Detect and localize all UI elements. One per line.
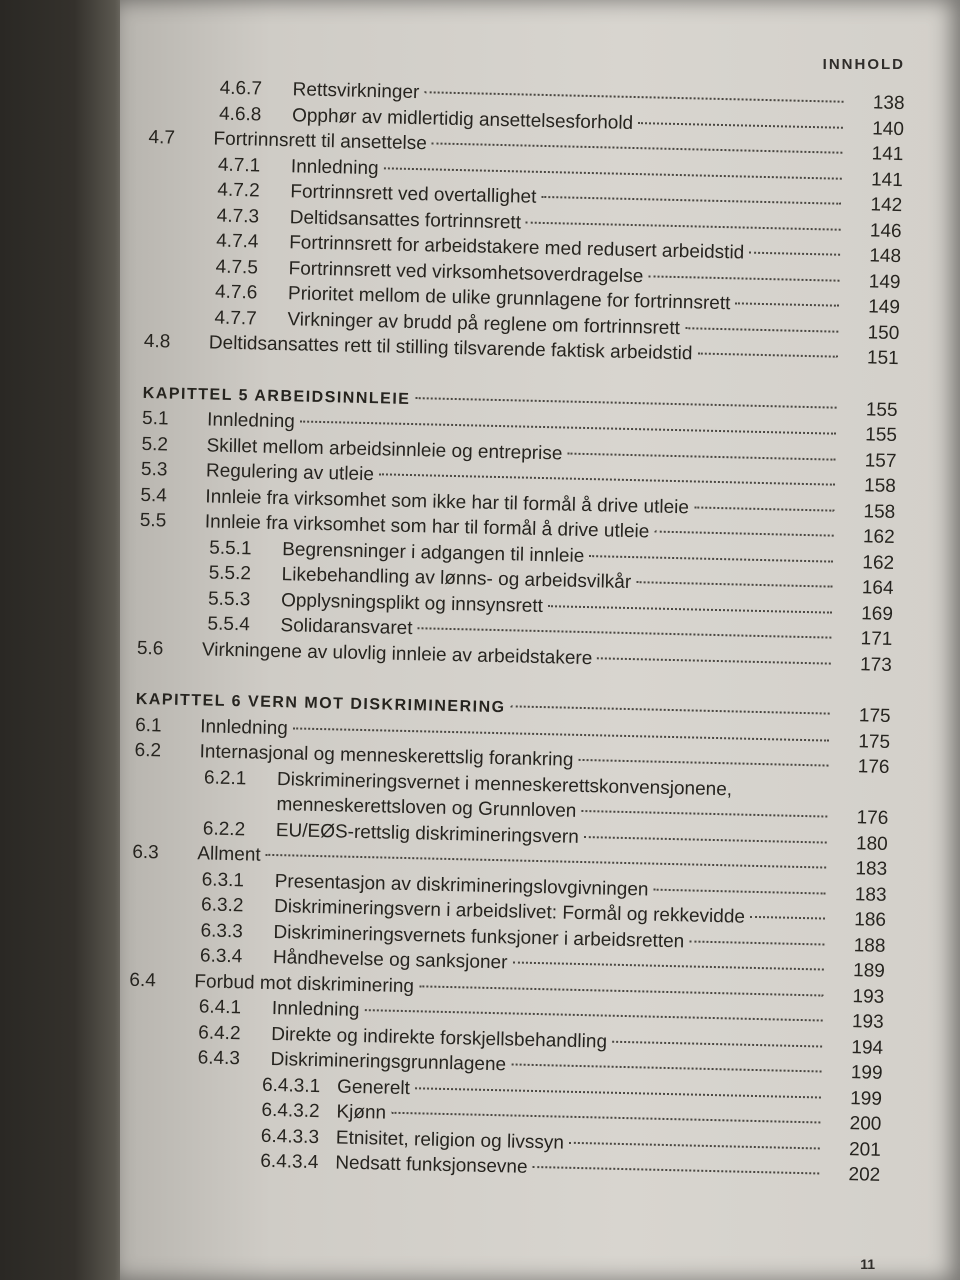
toc-page-number: 194 (851, 1036, 884, 1059)
toc-section-number: 5.2 (141, 433, 169, 456)
toc-page-number: 201 (848, 1138, 882, 1161)
toc-section-title: Generelt (336, 1076, 411, 1099)
toc-dot-leader (418, 627, 832, 638)
toc-dot-leader (548, 605, 832, 613)
toc-section-title: Diskrimineringsvernet i menneskerettskonvensjonene, (276, 768, 733, 800)
toc-section-title: Allment (197, 843, 261, 866)
toc-section-number: 4.6.8 (218, 103, 262, 126)
toc-dot-leader (511, 705, 830, 714)
toc-dot-leader (300, 420, 836, 434)
toc-dot-leader (424, 91, 843, 103)
toc-section-title: Innleie fra virksomhet som har til formål å drive utleie (204, 511, 650, 543)
toc-dot-leader (432, 142, 843, 153)
toc-dot-leader (293, 727, 829, 741)
running-head: INNHOLD (822, 56, 905, 73)
toc-section-title: KAPITTEL 5 ARBEIDSINNLEIE (142, 384, 411, 408)
toc-section-title: Likebehandling av lønns- og arbeidsvilkår (281, 564, 632, 594)
toc-section-title: Internasjonal og menneskerettslig forankring (199, 741, 574, 771)
toc-page-number: 138 (872, 92, 905, 115)
toc-dot-leader (526, 221, 841, 230)
toc-section-number: 5.5.4 (207, 613, 251, 636)
toc-page-number: 180 (855, 832, 888, 855)
toc-dot-leader (419, 985, 823, 996)
toc-section-title: Innledning (290, 155, 379, 179)
toc-page-number: 157 (864, 449, 897, 472)
toc-section-title: Innledning (271, 998, 360, 1021)
toc-page-number: 183 (854, 883, 887, 906)
toc-section-title: Håndhevelse og sanksjoner (272, 947, 508, 974)
book-gutter-shadow (0, 0, 135, 1280)
toc-section-number: 6.4.1 (198, 996, 242, 1019)
toc-dot-leader (379, 473, 835, 485)
toc-page-number: 146 (869, 219, 902, 242)
toc-page-number: 141 (870, 168, 904, 191)
toc-section-number: 5.3 (140, 458, 168, 481)
toc-dot-leader (581, 810, 827, 818)
toc-page-number: 149 (868, 270, 901, 293)
toc-section-number: 5.6 (136, 637, 164, 659)
toc-section-title: Rettsvirkninger (292, 79, 420, 104)
toc-section-number: 4.6.7 (219, 77, 263, 100)
toc-section-title: Virkninger av brudd på reglene om fortrinnsrett (287, 308, 681, 339)
toc-page-number: 176 (856, 807, 889, 829)
toc-section-number: 6.3.3 (200, 919, 244, 942)
toc-page-number: 155 (865, 424, 898, 447)
toc-section-number: 4.7.4 (215, 230, 259, 253)
toc-page-number: 173 (859, 653, 893, 676)
toc-section-title: Forbud mot diskriminering (194, 970, 415, 997)
toc-section-title: Diskrimineringsgrunnlagene (270, 1048, 507, 1076)
toc-dot-leader (735, 302, 839, 306)
toc-section-title: Regulering av utleie (205, 460, 375, 486)
table-of-contents (125, 74, 905, 1188)
toc-dot-leader (541, 196, 841, 205)
toc-page-number: 176 (857, 756, 890, 778)
toc-dot-leader (697, 352, 837, 357)
toc-section-number: 6.4.3 (197, 1047, 241, 1070)
toc-section-title: Etnisitet, religion og livssyn (335, 1126, 565, 1154)
toc-section-title: Diskrimineringsvern i arbeidslivet: Formål og rekkevidde (273, 896, 746, 928)
toc-dot-leader (638, 122, 843, 129)
toc-section-title: Virkningene av ulovlig innleie av arbeidstakere (201, 638, 593, 669)
toc-section-number: 5.5.2 (208, 562, 252, 585)
toc-page-number: 199 (850, 1062, 883, 1084)
toc-section-title: Fortrinnsrett for arbeidstakere med redusert arbeidstid (288, 232, 745, 264)
toc-section-number: 4.7.6 (214, 281, 258, 304)
toc-page-number: 169 (861, 602, 894, 625)
toc-dot-leader (266, 854, 827, 869)
toc-page-number: 148 (869, 245, 902, 268)
toc-dot-leader (597, 657, 831, 664)
toc-dot-leader (654, 531, 833, 537)
toc-dot-leader (584, 836, 827, 844)
toc-page-number: 158 (863, 500, 896, 523)
toc-section-number: 5.5.1 (209, 536, 252, 559)
toc-dot-leader (750, 916, 825, 920)
toc-page-number: 183 (855, 858, 888, 880)
toc-section-title: Fortrinnsrett ved virksomhetsoverdragelse (288, 257, 644, 287)
toc-section-number: 6.3.2 (200, 894, 244, 917)
toc-dot-leader (569, 1141, 820, 1149)
toc-page-number: 202 (848, 1164, 881, 1186)
toc-page-number: 193 (852, 985, 885, 1008)
toc-section-number: 6.4.3.2 (261, 1099, 320, 1123)
toc-section-number: 5.1 (141, 407, 169, 430)
toc-section-number: 6.3 (132, 841, 159, 864)
toc-page-number: 186 (854, 909, 887, 931)
toc-dot-leader (364, 1009, 822, 1021)
toc-section-title: Opphør av midlertidig ansettelsesforhold (291, 104, 634, 134)
toc-page-number: 151 (866, 347, 899, 370)
toc-dot-leader (749, 252, 840, 256)
toc-section-title: Innleie fra virksomhet som ikke har til formål å drive utleie (205, 485, 690, 518)
toc-page-number: 140 (872, 117, 905, 140)
toc-section-title: Direkte og indirekte forskjellsbehandling (271, 1023, 608, 1053)
toc-dot-leader (415, 1087, 821, 1098)
toc-section-number: 4.7.3 (216, 205, 260, 228)
toc-dot-leader (612, 1040, 822, 1047)
toc-section-number: 6.2 (134, 739, 162, 762)
toc-page-number: 158 (863, 475, 897, 498)
toc-section-number: 4.7.7 (214, 307, 257, 329)
toc-section-number: 5.5 (139, 509, 167, 532)
toc-section-number: 5.4 (140, 484, 168, 506)
toc-section-number: 6.4.3.3 (260, 1125, 320, 1148)
toc-section-number: 6.4.3.4 (260, 1150, 319, 1174)
toc-section-title: Diskrimineringsvernets funksjoner i arbeidsretten (273, 921, 685, 952)
toc-section-title: Fortrinnsrett til ansettelse (213, 128, 428, 155)
toc-section-number: 6.4.3.1 (261, 1074, 321, 1097)
toc-page-number: 162 (862, 526, 895, 549)
toc-dot-leader (533, 1166, 820, 1175)
toc-section-number: 6.2.1 (203, 766, 247, 789)
toc-page-number: 142 (870, 194, 903, 217)
toc-dot-leader (415, 397, 836, 409)
toc-page-number: 200 (849, 1113, 882, 1135)
toc-section-title: Solidaransvaret (280, 615, 413, 640)
toc-page-number: 175 (858, 705, 891, 727)
toc-section-number: 4.7 (148, 126, 176, 149)
toc-page-number: 193 (851, 1011, 884, 1033)
page-folio: 11 (860, 1256, 875, 1272)
toc-section-number: 6.1 (134, 714, 162, 736)
toc-dot-leader (694, 506, 834, 511)
toc-section-title: Nedsatt funksjonsevne (335, 1152, 528, 1178)
toc-section-number: 4.7.2 (217, 179, 260, 202)
toc-section-title: Kjønn (336, 1101, 387, 1124)
toc-section-title: Fortrinnsrett ved overtallighet (290, 181, 537, 208)
toc-page-number: 141 (871, 143, 904, 166)
toc-section-number: 6.3.4 (199, 945, 243, 968)
toc-page-number: 150 (867, 321, 900, 344)
toc-section-number: 4.8 (143, 330, 171, 353)
toc-section-number: 4.7.5 (215, 256, 259, 278)
toc-section-title: Deltidsansattes fortrinnsrett (289, 206, 522, 233)
toc-dot-leader (384, 167, 842, 179)
toc-page-number: 162 (862, 551, 895, 574)
toc-section-title: Prioritet mellom de ulike grunnlagene for fortrinnsrett (287, 283, 731, 315)
toc-dot-leader (648, 275, 839, 281)
toc-section-number: 6.4.2 (198, 1021, 241, 1044)
toc-dot-leader (689, 940, 824, 945)
toc-section-title: Innledning (206, 409, 296, 433)
toc-dot-leader (391, 1112, 820, 1124)
toc-section-title: EU/EØS-rettslig diskrimineringsvern (275, 819, 580, 848)
toc-page-number: 188 (853, 934, 886, 957)
toc-dot-leader (578, 759, 828, 767)
toc-page-number: 199 (850, 1087, 883, 1110)
toc-section-title: menneskerettsloven og Grunnloven (276, 794, 577, 822)
toc-section-number: 6.2.2 (202, 817, 246, 840)
toc-dot-leader (653, 888, 825, 894)
toc-page-number: 175 (858, 730, 891, 753)
toc-dot-leader (567, 452, 835, 460)
toc-dot-leader (589, 555, 833, 563)
toc-dot-leader (511, 1063, 821, 1072)
toc-dot-leader (685, 327, 838, 332)
toc-section-number: 4.7.1 (217, 154, 261, 177)
toc-section-number: 6.3.1 (201, 868, 245, 891)
toc-section-title: Opplysningsplikt og innsynsrett (280, 589, 544, 617)
toc-section-title: Innledning (199, 715, 289, 739)
toc-page-number: 189 (852, 960, 886, 982)
toc-section-title: Skillet mellom arbeidsinnleie og entreprise (206, 434, 563, 464)
toc-dot-leader (512, 961, 823, 970)
toc-page-number: 155 (865, 398, 898, 421)
toc-section-number: 6.4 (129, 969, 157, 991)
toc-section-title: Presentasjon av diskrimineringslovgivningen (274, 870, 649, 901)
toc-section-title: Deltidsansattes rett til stilling tilsvarende faktisk arbeidstid (208, 332, 693, 365)
toc-section-title: Begrensninger i adgangen til innleie (282, 538, 585, 567)
toc-section-title: KAPITTEL 6 VERN MOT DISKRIMINERING (135, 690, 506, 717)
toc-section-number: 5.5.3 (207, 587, 251, 610)
toc-dot-leader (636, 581, 832, 587)
toc-page-number: 171 (860, 628, 893, 650)
toc-page-number: 149 (867, 296, 901, 319)
toc-page-number: 164 (861, 577, 894, 599)
toc-page-number (837, 779, 889, 780)
